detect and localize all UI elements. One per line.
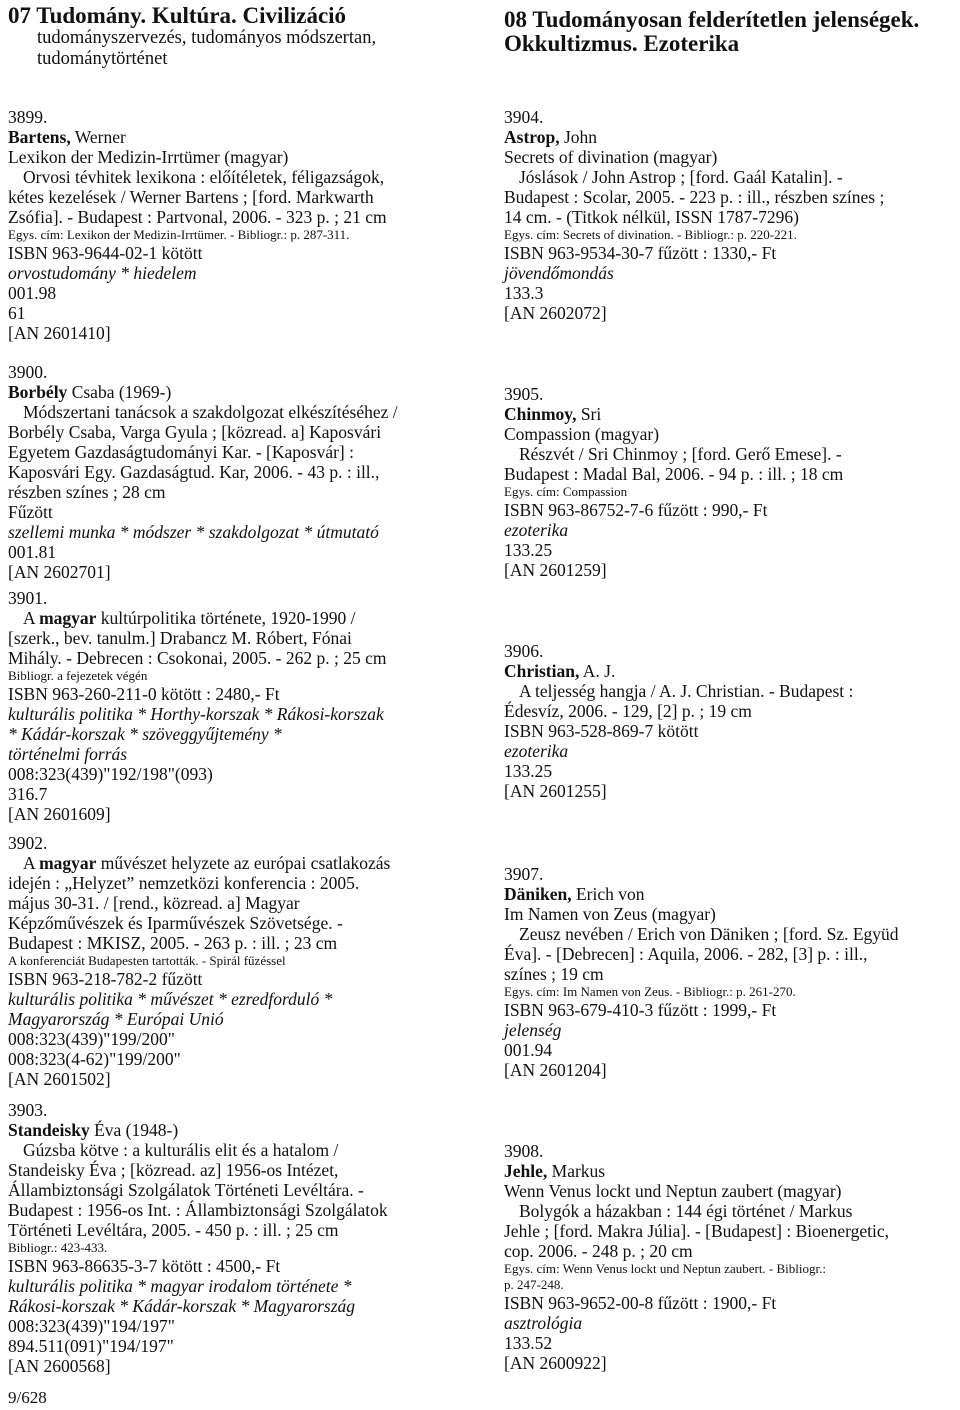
entry-line: Compassion (magyar) <box>504 424 660 444</box>
entry-subjects: ezoterika <box>504 520 569 540</box>
author-forename: Erich von <box>571 884 645 904</box>
entry-classification: 133.52 <box>504 1333 553 1353</box>
entry-note: Egys. cím: Im Namen von Zeus. - Bibliogr.: p. 261-270. <box>504 984 796 999</box>
entry-an-number: [AN 2602072] <box>504 303 607 323</box>
title-rest: művészet helyzete az európai csatlakozás <box>96 853 391 873</box>
entry-author <box>504 661 853 681</box>
entry-isbn: ISBN 963-9652-00-8 fűzött : 1900,- Ft <box>504 1293 777 1313</box>
entry-an-number: [AN 2601255] <box>504 781 607 801</box>
entry-line: Jóslások / John Astrop ; [ford. Gaál Katalin]. - <box>519 167 843 187</box>
author-forename: Markus <box>547 1161 606 1181</box>
entry-line: Bolygók a házakban : 144 égi történet / Markus <box>519 1201 853 1221</box>
entry-note: Egys. cím: Lexikon der Medizin-Irrtümer. - Bibliogr.: p. 287-311. <box>8 227 350 242</box>
entry-subjects: ezoterika <box>504 741 569 761</box>
entry-3903 <box>8 1100 388 1376</box>
entry-classification: 008:323(439)"192/198"(093) <box>8 764 213 784</box>
entry-author <box>504 1161 889 1181</box>
author-forename: Werner <box>70 127 126 147</box>
entry-line: Orvosi tévhitek lexikona : előítéletek, féligazságok, <box>23 167 385 187</box>
entry-isbn: ISBN 963-9534-30-7 fűzött : 1330,- Ft <box>504 243 777 263</box>
entry-note: Egys. cím: Wenn Venus lockt und Neptun zaubert. - Bibliogr.: <box>504 1261 826 1276</box>
entry-line: Budapest : 1956-os Int. : Állambiztonsági Szolgálatok <box>8 1200 388 1220</box>
page-number: 9/628 <box>8 1388 47 1407</box>
entry-an-number: [AN 2600568] <box>8 1356 111 1376</box>
entry-note: Egys. cím: Compassion <box>504 484 628 499</box>
entry-note: p. 247-248. <box>504 1277 564 1292</box>
entry-number: 3907. <box>504 864 544 884</box>
entry-line: Módszertani tanácsok a szakdolgozat elkészítéséhez / <box>23 402 398 422</box>
entry-3905 <box>504 384 843 580</box>
author-forename: Sri <box>576 404 602 424</box>
entry-3901 <box>8 588 386 824</box>
right-section-header <box>504 8 919 56</box>
author-forename: A. J. <box>579 661 616 681</box>
entry-author <box>504 404 843 424</box>
entry-classification: 133.25 <box>504 761 553 781</box>
entry-line: részben színes ; 28 cm <box>8 482 166 502</box>
entry-classification: 001.94 <box>504 1040 553 1060</box>
entry-line: cop. 2006. - 248 p. ; 20 cm <box>504 1241 693 1261</box>
entry-line: Édesvíz, 2006. - 129, [2] p. ; 19 cm <box>504 701 752 721</box>
entry-3900 <box>8 362 398 582</box>
entry-subjects: kulturális politika * Horthy-korszak * Rákosi-korszak <box>8 704 384 724</box>
author-surname: Christian, <box>504 661 580 681</box>
entry-line: Secrets of divination (magyar) <box>504 147 718 167</box>
entry-line: Mihály. - Debrecen : Csokonai, 2005. - 262 p. ; 25 cm <box>8 648 387 668</box>
title-rest: kultúrpolitika története, 1920-1990 / <box>96 608 356 628</box>
entry-line: Gúzsba kötve : a kulturális elit és a hatalom / <box>23 1140 339 1160</box>
entry-isbn: ISBN 963-528-869-7 kötött <box>504 721 699 741</box>
entry-subjects: Magyarország * Európai Unió <box>8 1009 224 1029</box>
entry-subjects: jövendőmondás <box>504 263 614 283</box>
title-prefix: A <box>23 853 40 873</box>
entry-line: idején : „Helyzet” nemzetközi konferencia : 2005. <box>8 873 360 893</box>
author-forename: John <box>559 127 598 147</box>
entry-3899 <box>8 107 387 343</box>
entry-note: A konferenciát Budapesten tartották. - Spirál fűzéssel <box>8 953 286 968</box>
entry-an-number: [AN 2601259] <box>504 560 607 580</box>
entry-classification: 316.7 <box>8 784 48 804</box>
author-surname: Jehle, <box>504 1161 548 1181</box>
entry-classification: 008:323(4-62)"199/200" <box>8 1049 181 1069</box>
author-forename: Csaba (1969-) <box>67 382 172 402</box>
left-section-subtitle-line1: tudományszervezés, tudományos módszertan, <box>37 28 377 48</box>
entry-line: Jehle ; [ford. Makra Júlia]. - [Budapest] : Bioenergetic, <box>504 1221 890 1241</box>
entry-number: 3901. <box>8 588 48 608</box>
author-surname: Däniken, <box>504 884 572 904</box>
entry-number: 3905. <box>504 384 544 404</box>
entry-line: kétes kezelések / Werner Bartens ; [ford. Markwarth <box>8 187 374 207</box>
entry-subjects: jelenség <box>504 1020 562 1040</box>
entry-subjects: történelmi forrás <box>8 744 128 764</box>
entry-number: 3908. <box>504 1141 544 1161</box>
entry-author <box>8 382 398 402</box>
entry-author <box>8 1120 388 1140</box>
entry-line: 14 cm. - (Titkok nélkül, ISSN 1787-7296) <box>504 207 799 227</box>
entry-subjects: kulturális politika * magyar irodalom története * <box>8 1276 352 1296</box>
right-section-title-line2: Okkultizmus. Ezoterika <box>504 31 740 56</box>
entry-line: Borbély Csaba, Varga Gyula ; [közread. a] Kaposvári <box>8 422 382 442</box>
entry-subjects: szellemi munka * módszer * szakdolgozat * útmutató <box>8 522 379 542</box>
entry-author <box>8 127 387 147</box>
title-keyword: magyar <box>39 608 97 628</box>
entry-line: Wenn Venus lockt und Neptun zaubert (magyar) <box>504 1181 842 1201</box>
entry-author <box>504 884 899 904</box>
entry-isbn: ISBN 963-679-410-3 fűzött : 1999,- Ft <box>504 1000 777 1020</box>
entry-3907 <box>504 864 899 1080</box>
entry-an-number: [AN 2601410] <box>8 323 111 343</box>
entry-line: Kaposvári Egy. Gazdaságtud. Kar, 2006. - 43 p. : ill., <box>8 462 380 482</box>
entry-line: Történeti Levéltára, 2005. - 450 p. : ill. ; 25 cm <box>8 1220 339 1240</box>
entry-number: 3900. <box>8 362 48 382</box>
author-surname: Bartens, <box>8 127 71 147</box>
entry-isbn: ISBN 963-260-211-0 kötött : 2480,- Ft <box>8 684 280 704</box>
entry-line: Zsófia]. - Budapest : Partvonal, 2006. - 323 p. ; 21 cm <box>8 207 387 227</box>
entry-line: Egyetem Gazdaságtudományi Kar. - [Kaposvár] : <box>8 442 354 462</box>
entry-subjects: * Kádár-korszak * szöveggyűjtemény * <box>8 724 282 744</box>
entry-3904 <box>504 107 884 323</box>
title-keyword: magyar <box>39 853 97 873</box>
entry-line: május 30-31. / [rend., közread. a] Magyar <box>8 893 300 913</box>
entry-3908 <box>504 1141 889 1373</box>
entry-classification: 894.511(091)"194/197" <box>8 1336 174 1356</box>
entry-subjects: kulturális politika * művészet * ezredforduló * <box>8 989 333 1009</box>
entry-classification: 001.98 <box>8 283 57 303</box>
entry-title-line <box>8 853 390 873</box>
entry-line: Részvét / Sri Chinmoy ; [ford. Gerő Emese]. - <box>519 444 842 464</box>
entry-number: 3904. <box>504 107 544 127</box>
entry-isbn: ISBN 963-218-782-2 fűzött <box>8 969 203 989</box>
author-surname: Borbély <box>8 382 68 402</box>
entry-an-number: [AN 2602701] <box>8 562 111 582</box>
entry-subjects: Rákosi-korszak * Kádár-korszak * Magyarország <box>8 1296 356 1316</box>
entry-classification: 001.81 <box>8 542 57 562</box>
entry-subjects: orvostudomány * hiedelem <box>8 263 197 283</box>
entry-3906 <box>504 641 853 801</box>
entry-classification: 008:323(439)"194/197" <box>8 1316 175 1336</box>
entry-line: Képzőművészek és Iparművészek Szövetsége. - <box>8 913 343 933</box>
entry-line: Zeusz nevében / Erich von Däniken ; [ford. Sz. Együd <box>519 924 899 944</box>
title-prefix: A <box>23 608 40 628</box>
entry-line: Budapest : Scolar, 2005. - 223 p. : ill., részben színes ; <box>504 187 885 207</box>
entry-3902 <box>8 833 390 1089</box>
entry-author <box>504 127 884 147</box>
entry-an-number: [AN 2601204] <box>504 1060 607 1080</box>
entry-classification: 133.25 <box>504 540 553 560</box>
entry-line: [szerk., bev. tanulm.] Drabancz M. Róbert, Fónai <box>8 628 352 648</box>
entry-title-line <box>8 608 386 628</box>
entry-note: Bibliogr. a fejezetek végén <box>8 668 148 683</box>
entry-line: Im Namen von Zeus (magyar) <box>504 904 716 924</box>
entry-line: Budapest : MKISZ, 2005. - 263 p. : ill. ; 23 cm <box>8 933 338 953</box>
right-section-title-line1: 08 Tudományosan felderítetlen jelenségek. <box>504 7 920 32</box>
entry-an-number: [AN 2600922] <box>504 1353 607 1373</box>
entry-note: Egys. cím: Secrets of divination. - Bibliogr.: p. 220-221. <box>504 227 797 242</box>
entry-subjects: asztrológia <box>504 1313 583 1333</box>
entry-isbn: ISBN 963-86635-3-7 kötött : 4500,- Ft <box>8 1256 281 1276</box>
entry-classification: 61 <box>8 303 26 323</box>
entry-number: 3899. <box>8 107 48 127</box>
entry-line: Lexikon der Medizin-Irrtümer (magyar) <box>8 147 289 167</box>
left-section-subtitle-line2: tudománytörténet <box>37 49 168 69</box>
entry-note: Bibliogr.: 423-433. <box>8 1240 108 1255</box>
entry-isbn: ISBN 963-9644-02-1 kötött <box>8 243 203 263</box>
entry-number: 3906. <box>504 641 544 661</box>
entry-number: 3902. <box>8 833 48 853</box>
entry-classification: 008:323(439)"199/200" <box>8 1029 175 1049</box>
left-section-title: 07 Tudomány. Kultúra. Civilizáció <box>8 3 347 28</box>
entry-line: Budapest : Madal Bal, 2006. - 94 p. : ill. ; 18 cm <box>504 464 844 484</box>
entry-classification: 133.3 <box>504 283 544 303</box>
left-section-header <box>8 4 376 70</box>
author-surname: Astrop, <box>504 127 560 147</box>
entry-isbn: ISBN 963-86752-7-6 fűzött : 990,- Ft <box>504 500 768 520</box>
entry-line: A teljesség hangja / A. J. Christian. - Budapest : <box>519 681 854 701</box>
entry-line: Éva]. - [Debrecen] : Aquila, 2006. - 282, [3] p. : ill., <box>504 944 868 964</box>
author-surname: Standeisky <box>8 1120 90 1140</box>
entry-number: 3903. <box>8 1100 48 1120</box>
author-surname: Chinmoy, <box>504 404 577 424</box>
entry-line: Standeisky Éva ; [közread. az] 1956-os Intézet, <box>8 1160 339 1180</box>
entry-binding: Fűzött <box>8 502 53 522</box>
entry-an-number: [AN 2601609] <box>8 804 111 824</box>
entry-an-number: [AN 2601502] <box>8 1069 111 1089</box>
entry-line: Állambiztonsági Szolgálatok Történeti Levéltára. - <box>8 1180 364 1200</box>
entry-line: színes ; 19 cm <box>504 964 604 984</box>
author-forename: Éva (1948-) <box>89 1120 179 1140</box>
